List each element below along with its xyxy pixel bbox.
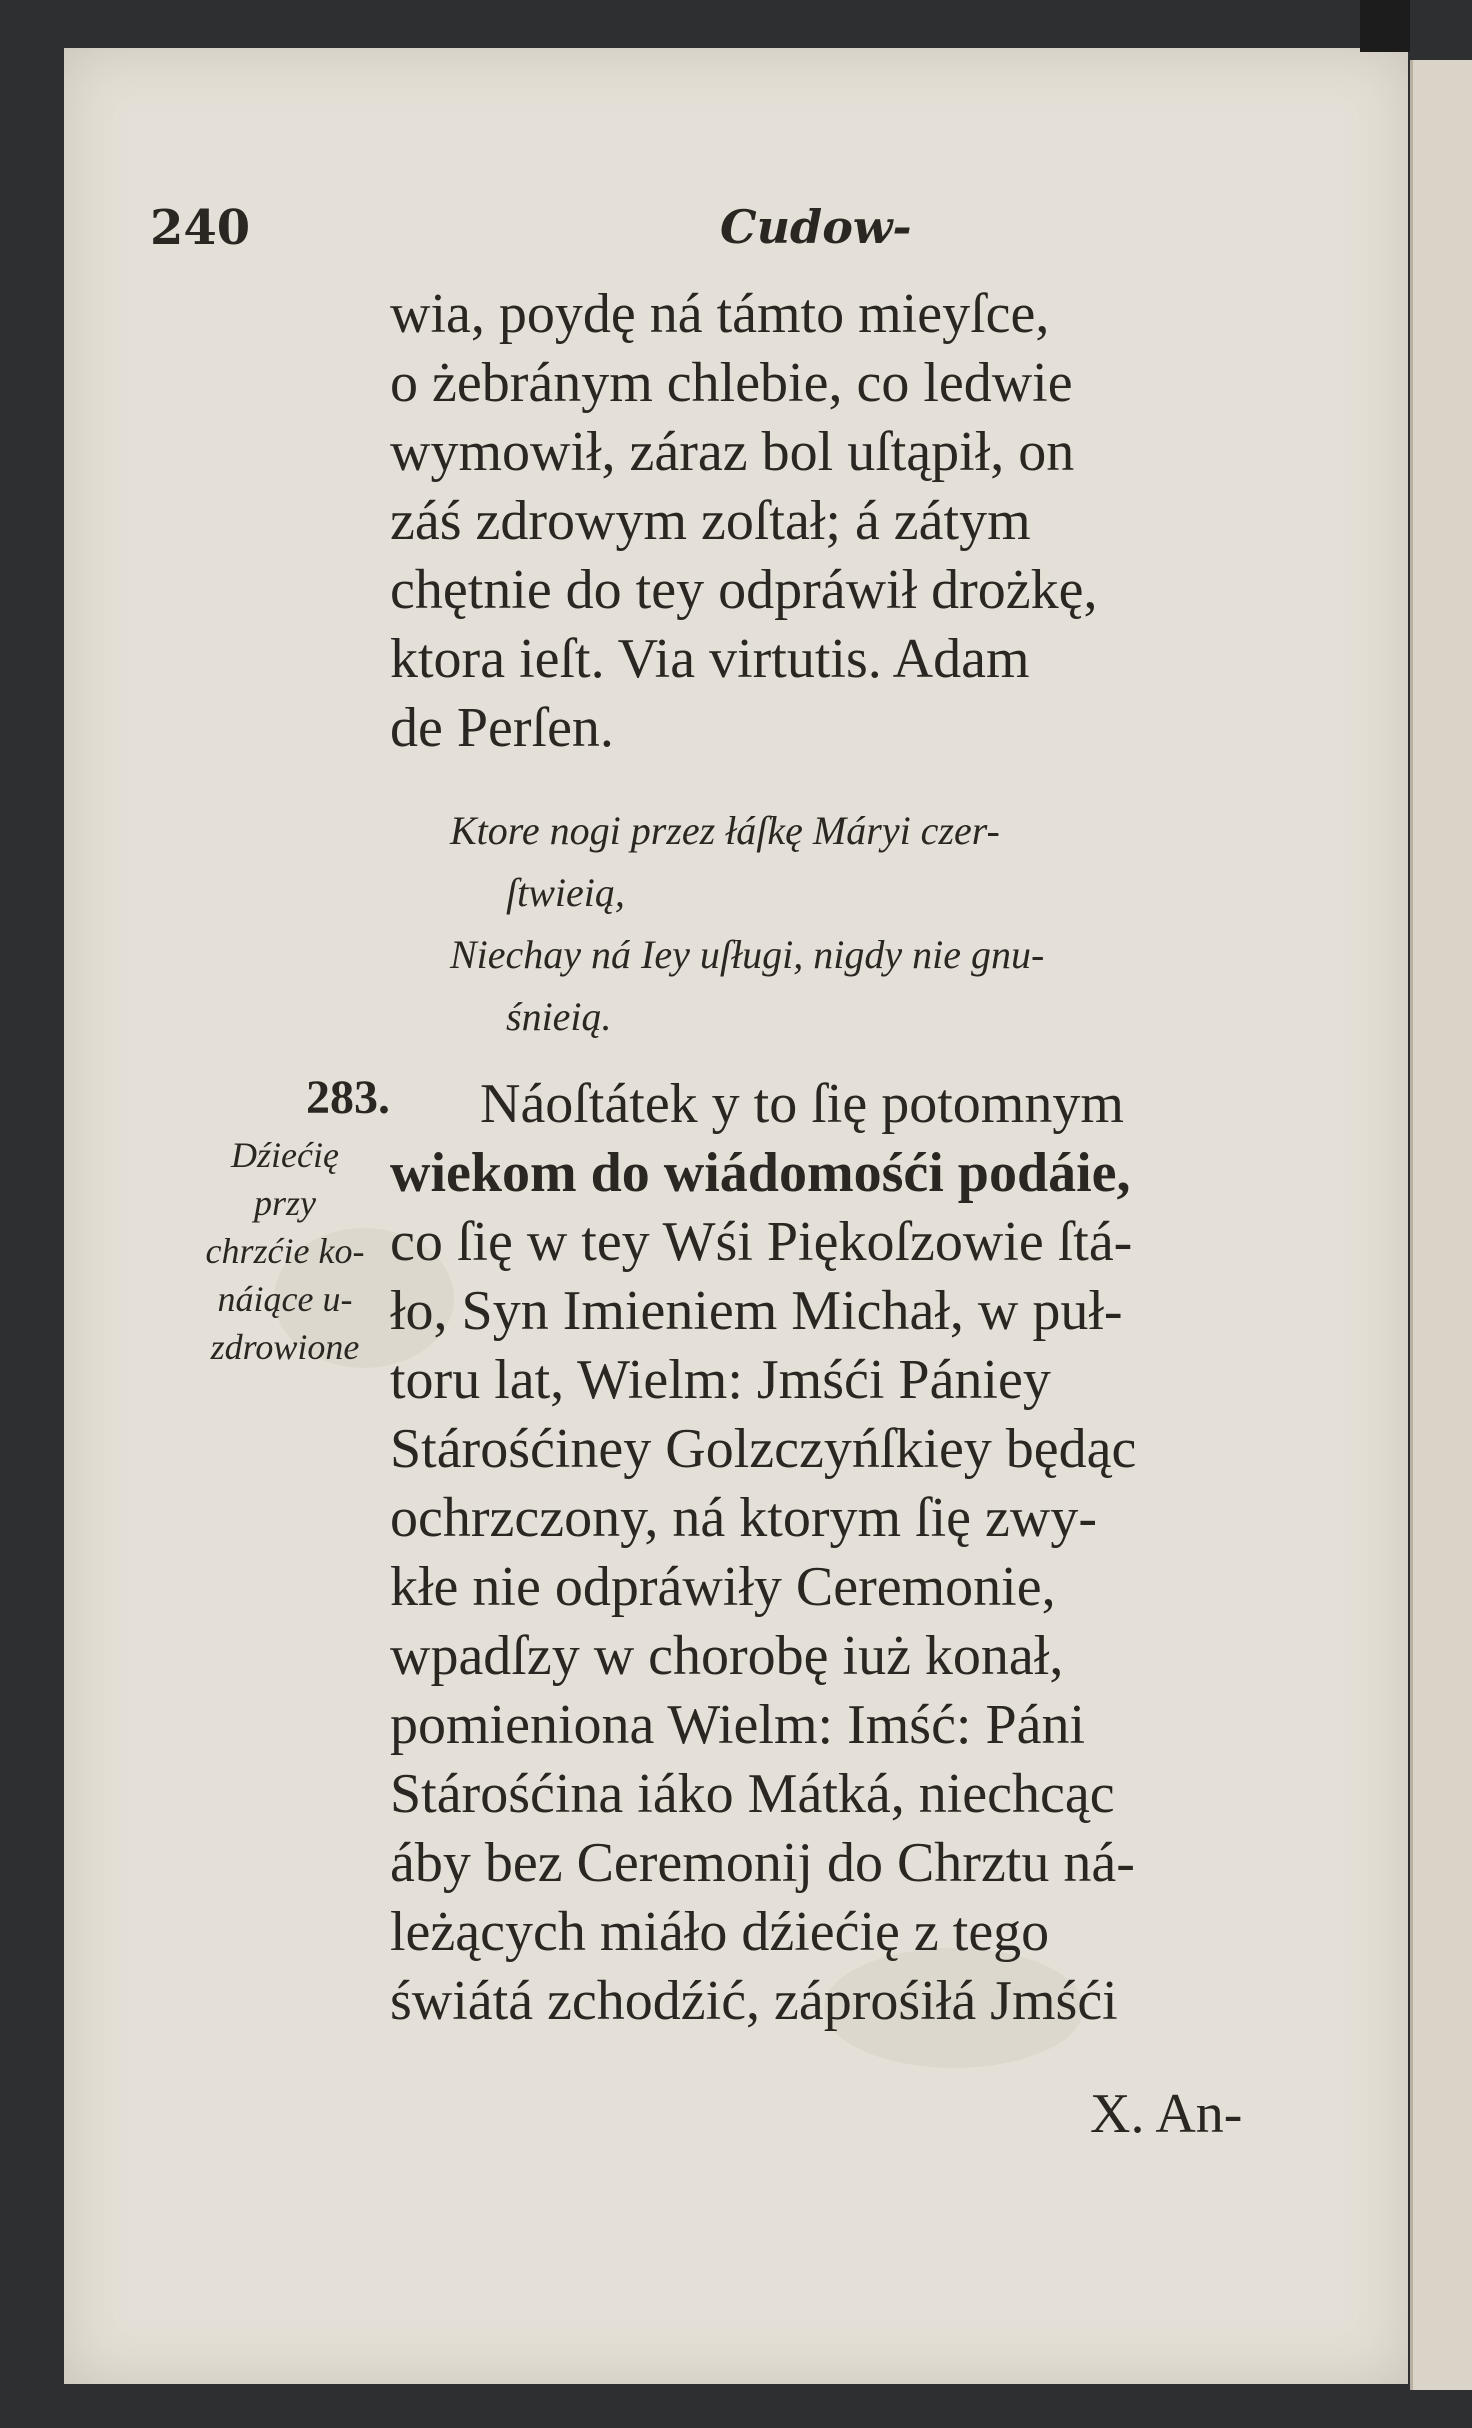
verse-block (450, 800, 1370, 1048)
text-line: chętnie do tey odpráwił drożkę, (390, 559, 1098, 621)
margin-note-number: 283. (306, 1071, 390, 1124)
main-text-bottom (390, 1070, 1370, 2036)
text-line: świátá zchodźić, záprośiłá Jmśći (390, 1970, 1118, 2032)
text-line: ktora ieſt. Via virtutis. Adam (390, 628, 1030, 690)
text-line: wiekom do wiádomośći podáie, (390, 1142, 1131, 1204)
verse-line: ſtwieią, (506, 870, 625, 915)
text-line: wymowił, záraz bol uſtąpił, on (390, 421, 1075, 483)
text-line: ochrzczony, ná ktorym ſię zwy- (390, 1487, 1097, 1549)
text-line: co ſię w tey Wśi Piękoſzowie ſtá- (390, 1211, 1133, 1273)
text-line: toru lat, Wielm: Jmśći Pániey (390, 1349, 1051, 1411)
adjacent-page-edge (1410, 60, 1472, 2390)
margin-note-line: zdrowione (210, 1327, 360, 1367)
running-head: Cudow- (720, 200, 912, 254)
verse-line: Niechay ná Iey uſługi, nigdy nie gnu- (450, 932, 1045, 977)
text-line: de Perſen. (390, 697, 614, 759)
margin-note-line: náiące u- (217, 1279, 353, 1319)
text-line: Stárośćina iáko Mátká, niechcąc (390, 1763, 1115, 1825)
text-line: ło, Syn Imieniem Michał, w puł- (390, 1280, 1123, 1342)
margin-note-line: chrzćie ko- (205, 1231, 365, 1271)
main-text-top (390, 280, 1370, 763)
verse-line: śnieią. (506, 994, 612, 1039)
verse-line: Ktore nogi przez łáſkę Máryi czer- (450, 808, 1000, 853)
page-number: 240 (150, 200, 251, 256)
text-line: wpadſzy w chorobę iuż konał, (390, 1625, 1064, 1687)
text-line: leżących miáło dźiećię z tego (390, 1901, 1050, 1963)
catchword: X. An- (1090, 2083, 1243, 2145)
text-line: wia, poydę ná támto mieyſce, (390, 283, 1050, 345)
page-header (0, 200, 1472, 270)
text-line: kłe nie odpráwiły Ceremonie, (390, 1556, 1056, 1618)
text-line: pomieniona Wielm: Imść: Páni (390, 1694, 1086, 1756)
binding-corner (1360, 0, 1410, 52)
margin-note-line: Dźiećię (231, 1135, 339, 1175)
margin-note (150, 1065, 420, 1371)
margin-note-line: przy (254, 1183, 316, 1223)
text-line: záś zdrowym zoſtał; á zátym (390, 490, 1031, 552)
text-line: áby bez Ceremonij do Chrztu ná- (390, 1832, 1135, 1894)
text-line: o żebránym chlebie, co ledwie (390, 352, 1073, 414)
text-line: Stárośćiney Golzczyńſkiey będąc (390, 1418, 1137, 1480)
text-line: Náoſtátek y to ſię potomnym (480, 1073, 1124, 1135)
